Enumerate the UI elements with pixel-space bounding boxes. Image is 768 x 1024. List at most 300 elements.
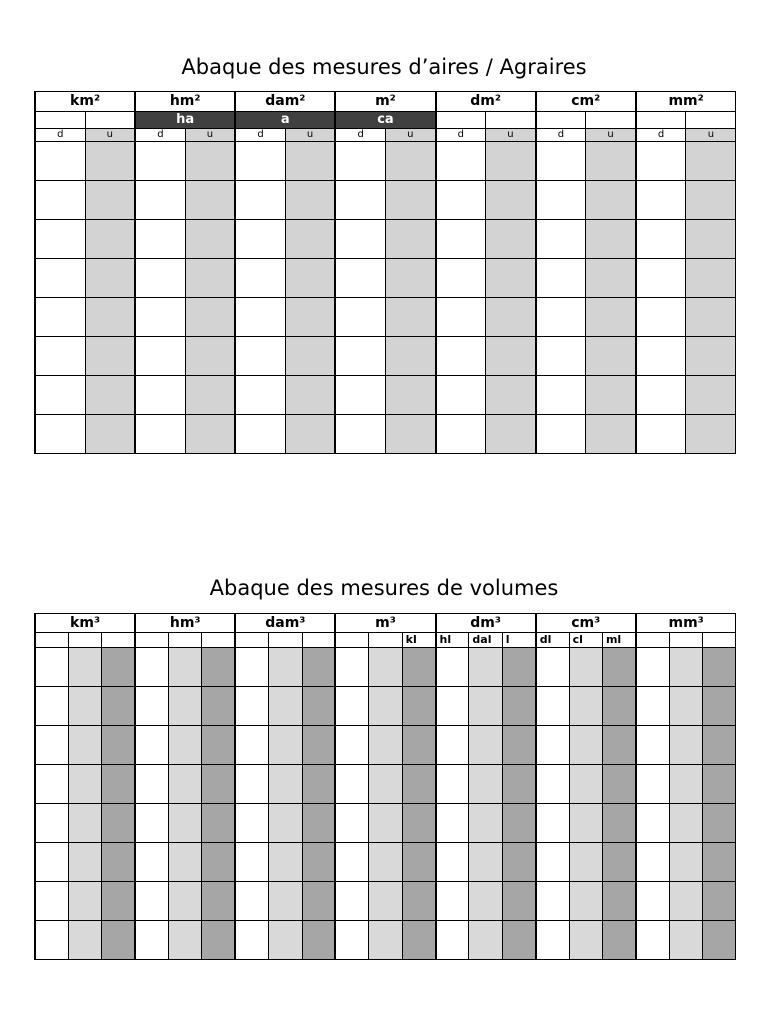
area-cell-units <box>185 259 235 298</box>
volume-cell <box>35 765 68 804</box>
volume-cell <box>502 687 535 726</box>
area-cell-units <box>285 415 335 454</box>
volume-cell <box>269 765 302 804</box>
volume-cell <box>335 921 368 960</box>
area-unit-header-hm2: hm² <box>135 92 235 112</box>
volume-cell <box>102 804 135 843</box>
area-cell-tens <box>335 142 385 181</box>
area-cell-units <box>385 259 435 298</box>
volume-cell <box>68 687 101 726</box>
capacity-unit-label <box>135 633 168 648</box>
capacity-unit-label: hl <box>436 633 469 648</box>
volume-cell <box>669 882 702 921</box>
area-cell-tens <box>636 142 686 181</box>
digit-label-u: u <box>385 129 435 142</box>
volume-cell <box>502 765 535 804</box>
capacity-unit-label <box>302 633 335 648</box>
volume-cell <box>502 843 535 882</box>
volume-table-title: Abaque des mesures de volumes <box>209 576 559 600</box>
digit-label-d: d <box>35 129 85 142</box>
volume-conversion-table <box>34 613 736 960</box>
volume-table-row <box>35 765 736 804</box>
volume-cell <box>102 843 135 882</box>
capacity-unit-label: kl <box>402 633 435 648</box>
area-cell-units <box>586 415 636 454</box>
volume-unit-header-hm3: hm³ <box>135 614 235 633</box>
area-cell-tens <box>335 220 385 259</box>
volume-cell <box>536 843 569 882</box>
area-cell-tens <box>536 181 586 220</box>
volume-cell <box>269 882 302 921</box>
volume-cell <box>335 687 368 726</box>
agrarian-cell-empty <box>436 112 486 129</box>
volume-cell <box>35 882 68 921</box>
area-cell-tens <box>335 259 385 298</box>
volume-unit-header-row <box>35 614 736 633</box>
volume-cell <box>335 882 368 921</box>
volume-unit-header-dm3: dm³ <box>436 614 536 633</box>
area-cell-units <box>85 415 135 454</box>
volume-cell <box>636 921 669 960</box>
volume-cell <box>202 882 235 921</box>
volume-cell <box>669 765 702 804</box>
volume-cell <box>235 921 268 960</box>
digit-label-u: u <box>586 129 636 142</box>
volume-cell <box>302 921 335 960</box>
area-cell-units <box>686 298 736 337</box>
area-cell-units <box>85 142 135 181</box>
area-cell-units <box>85 337 135 376</box>
area-cell-tens <box>35 337 85 376</box>
volume-cell <box>68 648 101 687</box>
volume-cell <box>669 804 702 843</box>
volume-cell <box>636 882 669 921</box>
volume-cell <box>202 804 235 843</box>
area-cell-units <box>185 142 235 181</box>
digit-label-d: d <box>135 129 185 142</box>
capacity-unit-label <box>369 633 402 648</box>
digit-label-row <box>35 129 736 142</box>
capacity-unit-label <box>703 633 736 648</box>
area-cell-tens <box>636 337 686 376</box>
area-cell-tens <box>35 181 85 220</box>
volume-cell <box>602 882 635 921</box>
area-cell-units <box>686 142 736 181</box>
area-cell-units <box>586 376 636 415</box>
volume-cell <box>469 804 502 843</box>
volume-cell <box>436 648 469 687</box>
area-cell-tens <box>235 337 285 376</box>
digit-label-d: d <box>235 129 285 142</box>
volume-cell <box>602 921 635 960</box>
area-cell-units <box>686 220 736 259</box>
volume-cell <box>68 843 101 882</box>
volume-cell <box>169 804 202 843</box>
volume-table-row <box>35 804 736 843</box>
volume-cell <box>536 921 569 960</box>
volume-cell <box>369 921 402 960</box>
volume-cell <box>569 882 602 921</box>
area-cell-units <box>686 181 736 220</box>
volume-cell <box>369 804 402 843</box>
volume-cell <box>269 726 302 765</box>
area-unit-header-mm2: mm² <box>636 92 736 112</box>
volume-cell <box>703 804 736 843</box>
volume-cell <box>402 765 435 804</box>
capacity-unit-label <box>68 633 101 648</box>
volume-cell <box>269 687 302 726</box>
area-unit-header-m2: m² <box>335 92 435 112</box>
area-cell-tens <box>636 376 686 415</box>
volume-table-row <box>35 882 736 921</box>
volume-cell <box>436 804 469 843</box>
volume-cell <box>102 921 135 960</box>
digit-label-d: d <box>636 129 686 142</box>
volume-cell <box>636 687 669 726</box>
area-cell-units <box>185 376 235 415</box>
volume-cell <box>669 921 702 960</box>
volume-cell <box>102 765 135 804</box>
volume-cell <box>469 921 502 960</box>
area-cell-units <box>285 259 335 298</box>
area-cell-units <box>486 337 536 376</box>
volume-cell <box>68 726 101 765</box>
area-cell-tens <box>35 298 85 337</box>
capacity-unit-label: dal <box>469 633 502 648</box>
volume-cell <box>35 726 68 765</box>
area-cell-tens <box>35 220 85 259</box>
volume-cell <box>536 726 569 765</box>
capacity-unit-label: l <box>502 633 535 648</box>
area-cell-units <box>285 298 335 337</box>
area-cell-units <box>586 142 636 181</box>
volume-table-body <box>35 648 736 960</box>
volume-cell <box>569 843 602 882</box>
capacity-unit-label <box>202 633 235 648</box>
area-cell-units <box>385 181 435 220</box>
volume-cell <box>436 843 469 882</box>
capacity-unit-label: dl <box>536 633 569 648</box>
volume-unit-header-km3: km³ <box>35 614 135 633</box>
volume-cell <box>35 687 68 726</box>
volume-cell <box>202 921 235 960</box>
capacity-unit-label <box>35 633 68 648</box>
area-cell-units <box>185 337 235 376</box>
volume-cell <box>569 648 602 687</box>
volume-cell <box>436 882 469 921</box>
area-cell-tens <box>35 376 85 415</box>
area-cell-units <box>586 259 636 298</box>
capacity-unit-label <box>269 633 302 648</box>
area-cell-units <box>85 220 135 259</box>
area-table-row <box>35 220 736 259</box>
area-cell-tens <box>35 415 85 454</box>
volume-cell <box>569 687 602 726</box>
volume-cell <box>703 882 736 921</box>
volume-cell <box>402 882 435 921</box>
volume-cell <box>569 804 602 843</box>
capacity-unit-label <box>169 633 202 648</box>
volume-cell <box>35 843 68 882</box>
volume-cell <box>703 765 736 804</box>
volume-cell <box>135 804 168 843</box>
area-cell-tens <box>235 298 285 337</box>
area-cell-tens <box>335 181 385 220</box>
volume-cell <box>669 843 702 882</box>
volume-cell <box>703 648 736 687</box>
volume-cell <box>135 921 168 960</box>
volume-cell <box>68 882 101 921</box>
area-cell-tens <box>335 376 385 415</box>
capacity-unit-label: ml <box>602 633 635 648</box>
area-cell-units <box>586 181 636 220</box>
area-cell-tens <box>436 181 486 220</box>
area-cell-tens <box>135 259 185 298</box>
area-unit-header-dam2: dam² <box>235 92 335 112</box>
volume-cell <box>469 726 502 765</box>
area-cell-tens <box>536 298 586 337</box>
volume-cell <box>202 687 235 726</box>
volume-cell <box>335 648 368 687</box>
volume-table-row <box>35 726 736 765</box>
volume-cell <box>536 882 569 921</box>
volume-cell <box>402 687 435 726</box>
area-cell-tens <box>636 415 686 454</box>
volume-cell <box>169 648 202 687</box>
volume-cell <box>68 765 101 804</box>
volume-cell <box>402 804 435 843</box>
area-cell-tens <box>235 181 285 220</box>
volume-cell <box>369 687 402 726</box>
volume-cell <box>302 726 335 765</box>
volume-cell <box>169 843 202 882</box>
volume-cell <box>469 687 502 726</box>
volume-cell <box>269 843 302 882</box>
volume-cell <box>169 765 202 804</box>
volume-unit-header-cm3: cm³ <box>536 614 636 633</box>
area-cell-units <box>85 298 135 337</box>
area-cell-tens <box>335 415 385 454</box>
area-cell-units <box>486 181 536 220</box>
volume-cell <box>235 804 268 843</box>
volume-cell <box>135 648 168 687</box>
area-cell-tens <box>536 376 586 415</box>
area-cell-tens <box>135 415 185 454</box>
volume-cell <box>536 765 569 804</box>
volume-cell <box>135 843 168 882</box>
area-cell-tens <box>436 259 486 298</box>
area-cell-units <box>385 220 435 259</box>
volume-cell <box>402 921 435 960</box>
volume-cell <box>302 804 335 843</box>
agrarian-cell-empty <box>35 112 85 129</box>
area-cell-tens <box>436 220 486 259</box>
area-cell-tens <box>335 337 385 376</box>
volume-table-row <box>35 687 736 726</box>
volume-cell <box>703 921 736 960</box>
digit-label-u: u <box>85 129 135 142</box>
area-cell-units <box>586 298 636 337</box>
area-cell-units <box>385 298 435 337</box>
volume-cell <box>536 804 569 843</box>
agrarian-cell-empty <box>536 112 586 129</box>
area-table-row <box>35 376 736 415</box>
capacity-unit-label <box>335 633 368 648</box>
volume-cell <box>502 804 535 843</box>
area-cell-units <box>486 376 536 415</box>
volume-cell <box>302 765 335 804</box>
area-cell-tens <box>636 259 686 298</box>
volume-cell <box>169 882 202 921</box>
digit-label-u: u <box>285 129 335 142</box>
area-cell-units <box>486 142 536 181</box>
volume-table-row <box>35 843 736 882</box>
area-cell-tens <box>135 337 185 376</box>
area-cell-tens <box>35 259 85 298</box>
volume-cell <box>636 765 669 804</box>
volume-cell <box>369 882 402 921</box>
volume-cell <box>602 726 635 765</box>
volume-cell <box>402 648 435 687</box>
area-table-row <box>35 142 736 181</box>
agrarian-cell-empty <box>486 112 536 129</box>
area-cell-tens <box>335 298 385 337</box>
digit-label-d: d <box>335 129 385 142</box>
digit-label-d: d <box>536 129 586 142</box>
volume-cell <box>235 648 268 687</box>
capacity-unit-label <box>669 633 702 648</box>
volume-cell <box>502 882 535 921</box>
area-cell-units <box>686 415 736 454</box>
area-cell-units <box>285 337 335 376</box>
area-cell-units <box>686 337 736 376</box>
agrarian-unit-a: a <box>235 112 335 129</box>
area-cell-tens <box>636 298 686 337</box>
area-cell-units <box>185 415 235 454</box>
agrarian-cell-empty <box>586 112 636 129</box>
capacity-unit-label <box>636 633 669 648</box>
volume-cell <box>335 843 368 882</box>
area-unit-header-cm2: cm² <box>536 92 636 112</box>
area-unit-header-row <box>35 92 736 112</box>
area-table-row <box>35 259 736 298</box>
volume-cell <box>68 804 101 843</box>
volume-cell <box>502 726 535 765</box>
area-cell-tens <box>536 259 586 298</box>
volume-cell <box>302 648 335 687</box>
area-cell-units <box>185 181 235 220</box>
area-cell-units <box>285 181 335 220</box>
volume-cell <box>502 921 535 960</box>
area-cell-units <box>285 220 335 259</box>
area-cell-units <box>586 337 636 376</box>
volume-cell <box>469 648 502 687</box>
area-cell-units <box>85 376 135 415</box>
volume-cell <box>335 765 368 804</box>
volume-cell <box>335 804 368 843</box>
area-cell-tens <box>235 415 285 454</box>
volume-cell <box>235 687 268 726</box>
volume-cell <box>703 726 736 765</box>
volume-cell <box>602 765 635 804</box>
volume-cell <box>669 726 702 765</box>
agrarian-unit-ca: ca <box>335 112 435 129</box>
volume-cell <box>602 843 635 882</box>
capacity-unit-row <box>35 633 736 648</box>
volume-cell <box>602 648 635 687</box>
agrarian-cell-empty <box>85 112 135 129</box>
volume-table-row <box>35 648 736 687</box>
area-cell-tens <box>135 142 185 181</box>
volume-cell <box>202 648 235 687</box>
area-cell-units <box>686 376 736 415</box>
area-cell-tens <box>536 337 586 376</box>
agrarian-unit-ha: ha <box>135 112 235 129</box>
volume-cell <box>235 882 268 921</box>
digit-label-u: u <box>686 129 736 142</box>
digit-label-d: d <box>436 129 486 142</box>
volume-cell <box>68 921 101 960</box>
volume-cell <box>669 687 702 726</box>
area-cell-units <box>285 376 335 415</box>
area-cell-units <box>486 298 536 337</box>
area-cell-tens <box>235 142 285 181</box>
volume-cell <box>235 843 268 882</box>
volume-cell <box>369 843 402 882</box>
area-table-row <box>35 181 736 220</box>
area-table-body <box>35 142 736 454</box>
volume-cell <box>302 882 335 921</box>
area-cell-tens <box>135 376 185 415</box>
volume-cell <box>436 765 469 804</box>
area-cell-units <box>185 298 235 337</box>
volume-cell <box>202 726 235 765</box>
capacity-unit-label <box>102 633 135 648</box>
area-cell-units <box>385 376 435 415</box>
volume-cell <box>369 726 402 765</box>
area-cell-units <box>85 181 135 220</box>
volume-cell <box>35 804 68 843</box>
area-cell-tens <box>235 259 285 298</box>
volume-table-row <box>35 921 736 960</box>
volume-cell <box>402 843 435 882</box>
area-cell-tens <box>436 298 486 337</box>
area-cell-tens <box>636 181 686 220</box>
volume-cell <box>602 687 635 726</box>
area-cell-tens <box>536 220 586 259</box>
area-cell-units <box>285 142 335 181</box>
area-cell-tens <box>436 376 486 415</box>
volume-cell <box>669 648 702 687</box>
area-cell-tens <box>135 220 185 259</box>
volume-cell <box>102 726 135 765</box>
volume-unit-header-m3: m³ <box>335 614 435 633</box>
capacity-unit-label: cl <box>569 633 602 648</box>
volume-cell <box>169 921 202 960</box>
agrarian-cell-empty <box>686 112 736 129</box>
volume-cell <box>569 765 602 804</box>
area-unit-header-dm2: dm² <box>436 92 536 112</box>
volume-cell <box>369 765 402 804</box>
volume-cell <box>135 726 168 765</box>
area-cell-tens <box>536 415 586 454</box>
area-cell-tens <box>35 142 85 181</box>
volume-unit-header-mm3: mm³ <box>636 614 736 633</box>
volume-cell <box>602 804 635 843</box>
volume-cell <box>436 921 469 960</box>
volume-cell <box>269 804 302 843</box>
area-table-row <box>35 415 736 454</box>
